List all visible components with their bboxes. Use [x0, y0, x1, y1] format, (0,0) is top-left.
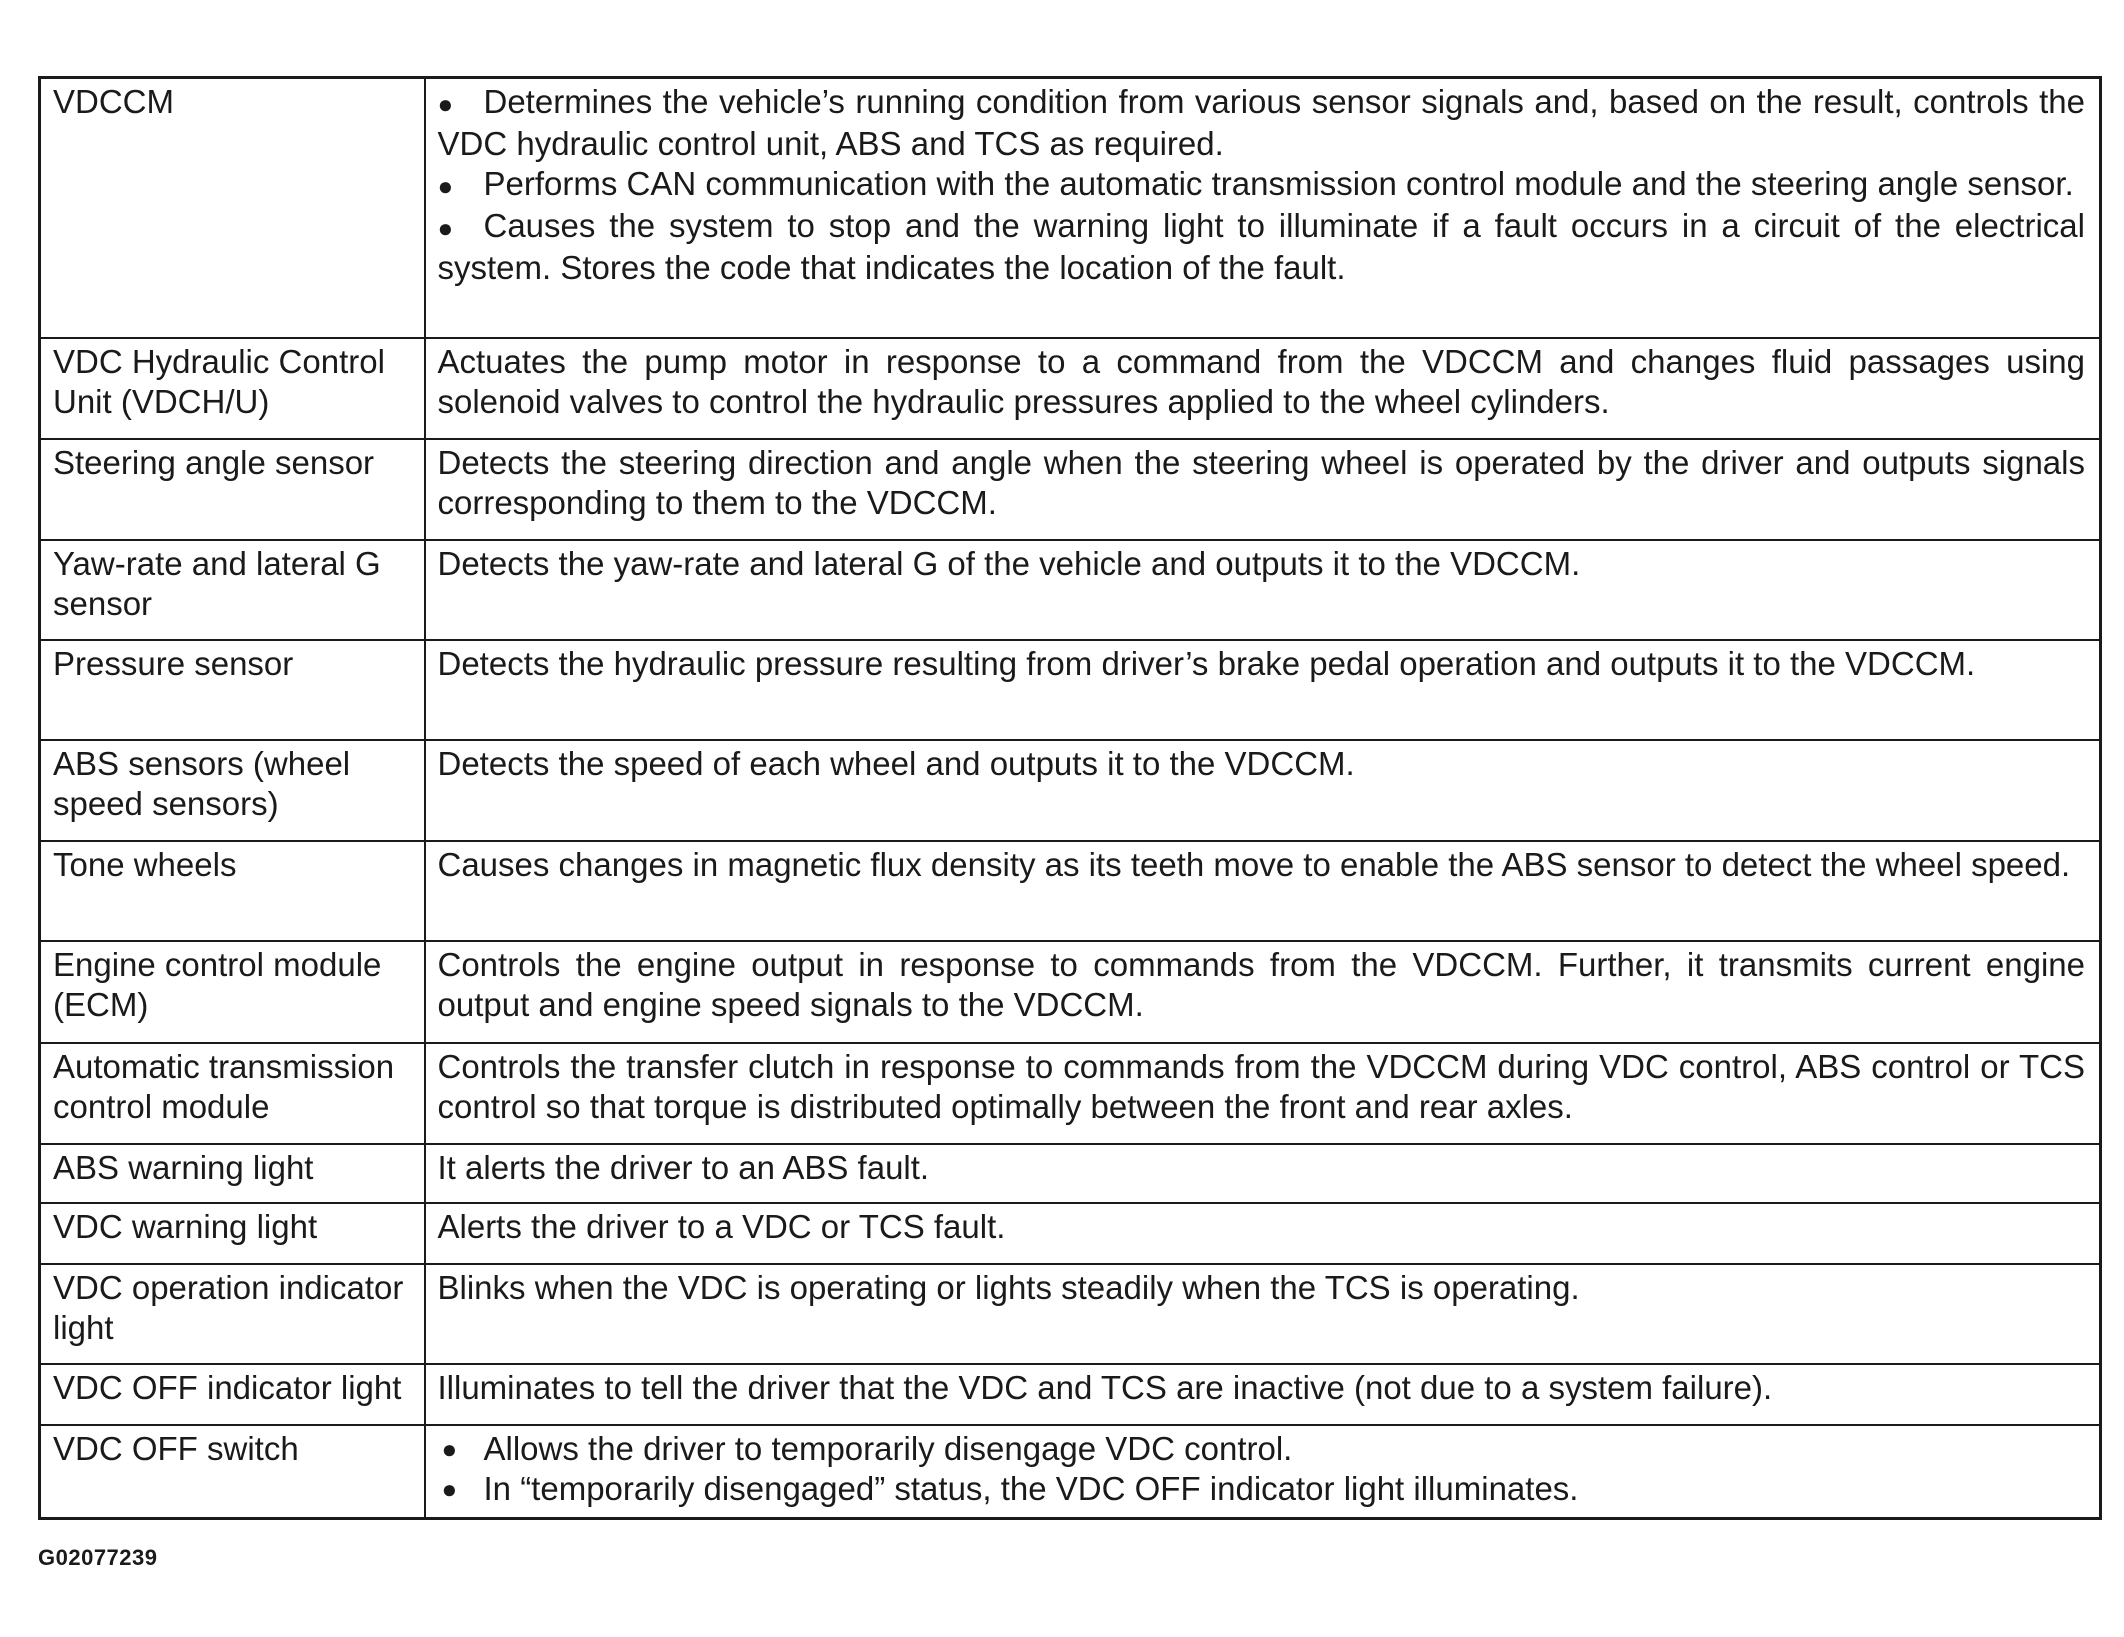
- bullet-paragraph: ● Causes the system to stop and the warning light to illuminate if a fault occurs in a circuit of the electrical system. Stores the code that indicates the location of the fault.: [437, 207, 2085, 286]
- bullet-paragraph: ● Determines the vehicle’s running condition from various sensor signals and, based on the result, controls the VDC hydraulic control unit, ABS and TCS as required.: [437, 83, 2085, 162]
- table-row: [40, 1264, 2101, 1364]
- component-name: Engine control module (ECM): [40, 941, 425, 1043]
- component-description: Causes changes in magnetic flux density as its teeth move to enable the ABS sensor to detect the wheel speed.: [425, 841, 2101, 941]
- bullet-icon: ●: [441, 1473, 458, 1504]
- bullet-icon: ●: [437, 171, 454, 201]
- list-item: ● In “temporarily disengaged” status, the VDC OFF indicator light illuminates.: [441, 1469, 1579, 1507]
- bullet-icon: ●: [441, 1433, 458, 1464]
- figure-id: G02077239: [38, 1545, 158, 1570]
- table-row: [40, 640, 2101, 740]
- component-name: Tone wheels: [40, 841, 425, 941]
- table-row: [40, 1043, 2101, 1144]
- component-table-wrapper: [38, 76, 2099, 1520]
- component-description: Alerts the driver to a VDC or TCS fault.: [425, 1203, 2101, 1264]
- component-description: Controls the engine output in response to commands from the VDCCM. Further, it transmits current engine output and engine speed signals to the VDCCM.: [425, 941, 2101, 1043]
- component-description: It alerts the driver to an ABS fault.: [425, 1144, 2101, 1203]
- component-name: VDC warning light: [40, 1203, 425, 1264]
- component-description: Detects the steering direction and angle when the steering wheel is operated by the driver and outputs signals corresponding to them to the VDCCM.: [425, 439, 2101, 540]
- component-function-table: [38, 76, 2102, 1520]
- table-row: [40, 540, 2101, 640]
- component-description: Controls the transfer clutch in response to commands from the VDCCM during VDC control, ABS control or TCS control so that torque is distributed optimally between the front and rear axles.: [425, 1043, 2101, 1144]
- table-row: [40, 941, 2101, 1043]
- table-row: [40, 1364, 2101, 1425]
- table-row: [40, 1425, 2101, 1519]
- component-name: Automatic transmission control module: [40, 1043, 425, 1144]
- list-item: ● Allows the driver to temporarily disengage VDC control.: [441, 1429, 1293, 1467]
- component-description: Actuates the pump motor in response to a command from the VDCCM and changes fluid passages using solenoid valves to control the hydraulic pressures applied to the wheel cylinders.: [425, 338, 2101, 439]
- table-row: [40, 439, 2101, 540]
- component-name: VDC operation indicator light: [40, 1264, 425, 1364]
- component-name: ABS sensors (wheel speed sensors): [40, 740, 425, 841]
- bullet-list: [438, 1429, 2086, 1509]
- component-description: Detects the yaw-rate and lateral G of the vehicle and outputs it to the VDCCM.: [425, 540, 2101, 640]
- component-name: VDC OFF switch: [40, 1425, 425, 1519]
- component-name: VDC Hydraulic Control Unit (VDCH/U): [40, 338, 425, 439]
- component-description: Blinks when the VDC is operating or lights steadily when the TCS is operating.: [425, 1264, 2101, 1364]
- component-name: Yaw-rate and lateral G sensor: [40, 540, 425, 640]
- component-name: Steering angle sensor: [40, 439, 425, 540]
- component-description: Illuminates to tell the driver that the VDC and TCS are inactive (not due to a system failure).: [425, 1364, 2101, 1425]
- component-description: Detects the speed of each wheel and outputs it to the VDCCM.: [425, 740, 2101, 841]
- component-name: VDC OFF indicator light: [40, 1364, 425, 1425]
- bullet-paragraph: ● Performs CAN communication with the automatic transmission control module and the steering angle sensor.: [438, 164, 2086, 206]
- table-row: [40, 1144, 2101, 1203]
- component-name: ABS warning light: [40, 1144, 425, 1203]
- table-row: [40, 740, 2101, 841]
- component-description: [425, 1425, 2101, 1519]
- table-row: [40, 841, 2101, 941]
- table-row: [40, 78, 2101, 338]
- component-description: [425, 78, 2101, 338]
- table-row: [40, 338, 2101, 439]
- component-description: Detects the hydraulic pressure resulting from driver’s brake pedal operation and outputs it to the VDCCM.: [425, 640, 2101, 740]
- bullet-icon: ●: [437, 213, 454, 243]
- component-name: Pressure sensor: [40, 640, 425, 740]
- bullet-icon: ●: [437, 89, 454, 119]
- component-name: VDCCM: [40, 78, 425, 338]
- table-row: [40, 1203, 2101, 1264]
